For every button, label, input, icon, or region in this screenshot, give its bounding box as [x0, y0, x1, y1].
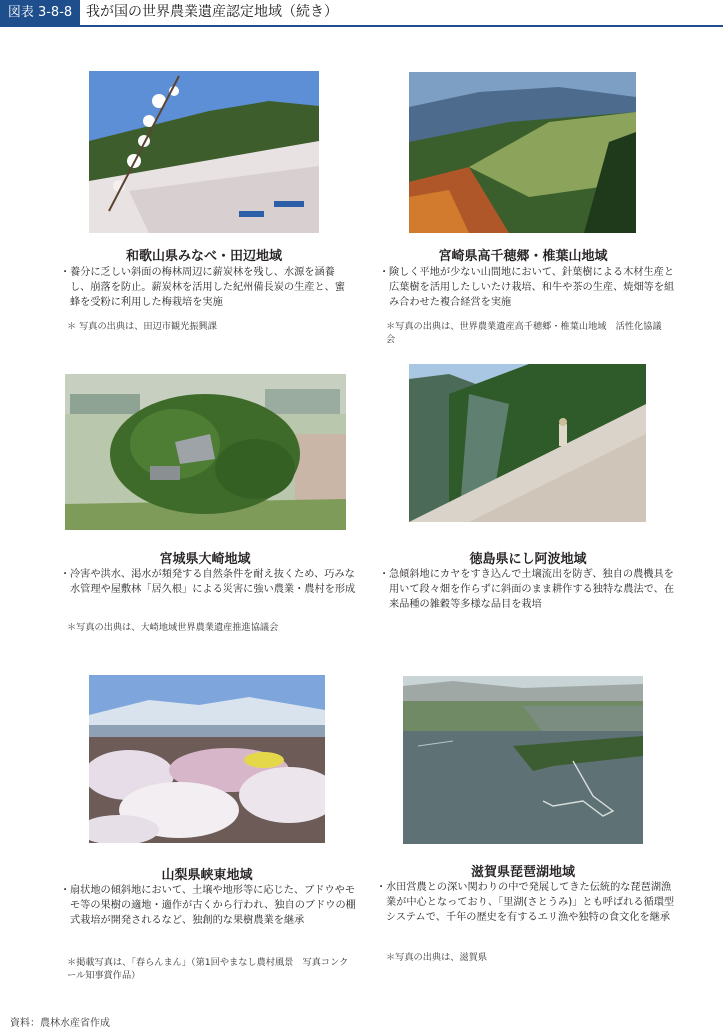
region-desc-text: 水田営農との深い関わりの中で発展してきた伝統的な琵琶湖漁業が中心となっており、「里湖(さとうみ)」とも呼ばれる循環型システムで、千年の歴史を有するエリ漁や独特の食文化を継承: [386, 882, 675, 923]
bullet: ・: [379, 569, 390, 580]
region-title-shiga: 滋賀県琵琶湖地域: [470, 865, 575, 880]
region-credit-miyazaki: ＊写真の出典は、世界農業遺産高千穂郷・椎葉山地域 活性化協議会: [386, 321, 662, 345]
region-desc-text: 養分に乏しい斜面の梅林周辺に薪炭林を残し、水源を涵養し、崩落を防止。薪炭林を活用した紀州備長炭の生産と、蜜蜂を受粉に利用した梅栽培を実施: [70, 267, 346, 308]
photo-shiga-lake-biwa: [403, 676, 643, 844]
region-credit-shiga: ＊写真の出典は、滋賀県: [386, 952, 488, 963]
region-desc-text: 扇状地の傾斜地において、土壌や地形等に応じた、ブドウやモモ等の果樹の適地・適作が古くから行われ、独自のブドウの棚式栽培が開発されるなど、独創的な果樹農業を継承: [70, 885, 356, 926]
region-title-yamanashi: 山梨県峡東地域: [161, 868, 253, 883]
region-desc-yamanashi: [60, 883, 358, 928]
region-title-tokushima: 徳島県にし阿波地域: [469, 552, 587, 567]
region-desc-miyazaki: [379, 265, 679, 310]
region-desc-miyagi: [60, 567, 358, 597]
region-desc-text: 険しく平地が少ない山間地において、針葉樹による木材生産と広葉樹を活用したしいたけ栽培、和牛や茶の生産、焼畑等を組み合わせた複合経営を実施: [389, 267, 675, 308]
region-desc-text: 冷害や洪水、渇水が頻発する自然条件を耐え抜くため、巧みな水管理や屋敷林「居久根」による災害に強い農業・農村を形成: [70, 569, 356, 595]
photo-miyagi-igune-homestead: [65, 374, 346, 530]
header-rule: [0, 25, 723, 27]
bullet: ・: [60, 267, 71, 278]
photo-wakayama-plum-grove: [89, 71, 319, 233]
region-title-miyagi: 宮城県大崎地域: [159, 552, 251, 567]
region-title-miyazaki: 宮崎県高千穂郷・椎葉山地域: [438, 249, 608, 264]
source-note: 資料：農林水産省作成: [10, 1018, 110, 1029]
region-desc-shiga: [376, 880, 679, 925]
bullet: ・: [376, 882, 387, 893]
figure-header: [0, 0, 723, 28]
bullet: ・: [60, 885, 71, 896]
region-credit-miyagi: ＊写真の出典は、大崎地域世界農業遺産推進協議会: [67, 622, 279, 633]
region-desc-text: 急傾斜地にカヤをすき込んで土壌流出を防ぎ、独自の農機具を用いて段々畑を作らずに斜面のまま耕作する独特な農法で、在来品種の雑穀等多様な品目を栽培: [389, 569, 675, 610]
region-desc-tokushima: [379, 567, 679, 612]
figure-title: 我が国の世界農業遺産認定地域（続き）: [86, 4, 338, 20]
region-credit-yamanashi: ＊掲載写真は、「春らんまん」（第1回やまなし農村風景 写真コンクール知事賞作品）: [67, 957, 349, 981]
figure-label: 図表 3-8-8: [0, 0, 80, 25]
bullet: ・: [60, 569, 71, 580]
region-credit-wakayama: ＊ 写真の出典は、田辺市観光振興課: [67, 321, 217, 332]
photo-yamanashi-orchards: [89, 675, 325, 843]
bullet: ・: [379, 267, 390, 278]
photo-tokushima-steep-slope-farming: [409, 364, 646, 522]
photo-miyazaki-mountain-village: [409, 72, 636, 233]
region-title-wakayama: 和歌山県みなべ・田辺地域: [125, 249, 282, 264]
region-desc-wakayama: [60, 265, 355, 310]
